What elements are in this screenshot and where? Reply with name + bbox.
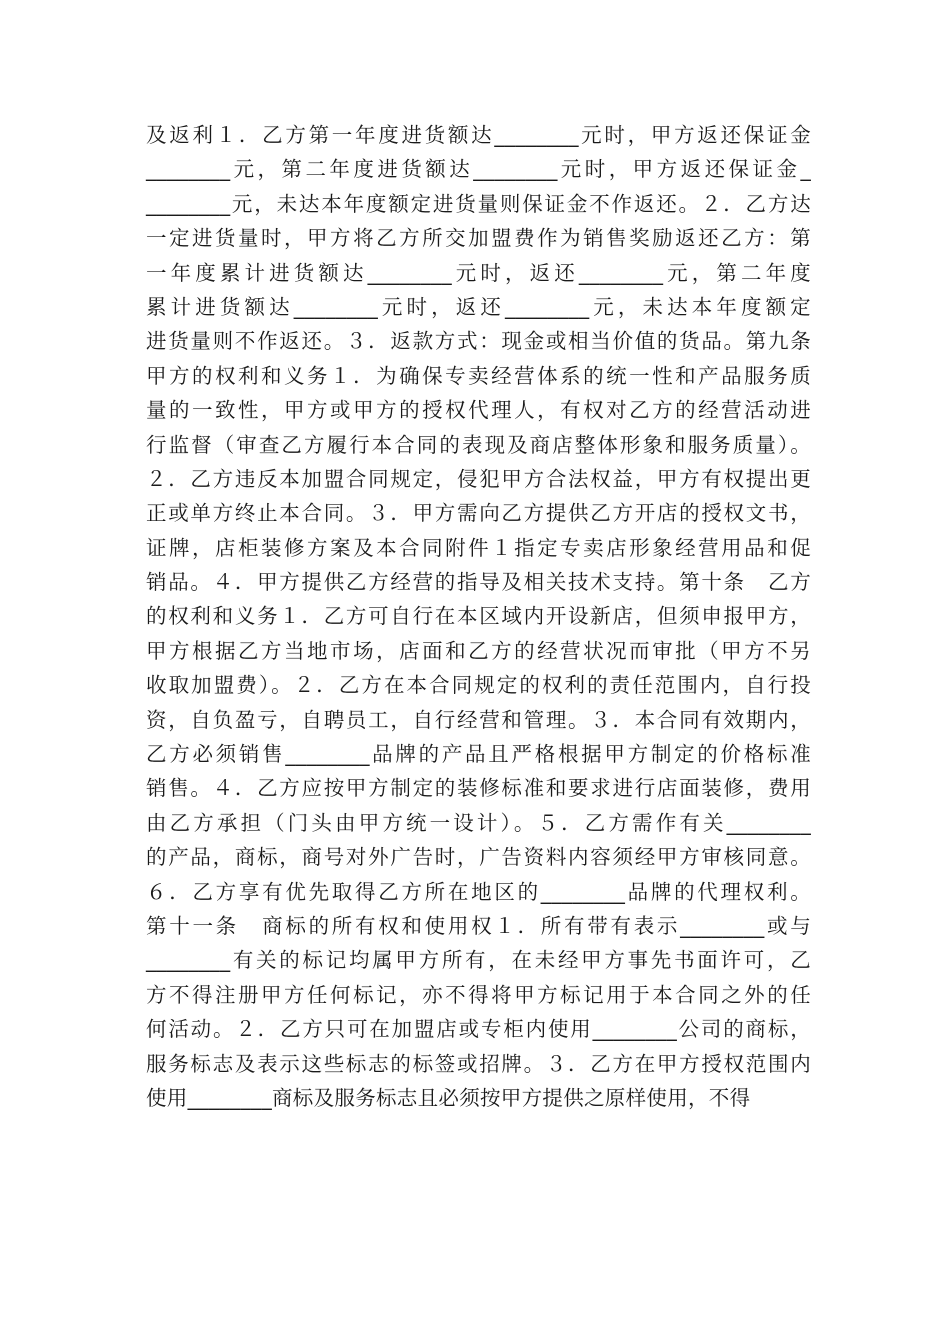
text-line: 收取加盟费）。２．乙方在本合同规定的权利的责任范围内，自行投	[146, 673, 811, 698]
contract-text-block	[146, 118, 811, 1115]
text-line: 由乙方承担（门头由甲方统一设计）。５．乙方需作有关________	[146, 810, 811, 835]
text-line: 销品。４．甲方提供乙方经营的指导及相关技术支持。第十条 乙方	[146, 570, 811, 595]
text-line: 资，自负盈亏，自聘员工，自行经营和管理。３．本合同有效期内，	[146, 707, 811, 732]
text-line: 的产品，商标，商号对外广告时，广告资料内容须经甲方审核同意。	[146, 845, 811, 870]
text-line: ________元，未达本年度额定进货量则保证金不作返还。２．乙方达	[146, 191, 811, 216]
text-line: 及返利１．乙方第一年度进货额达________元时，甲方返还保证金	[146, 123, 811, 147]
text-line: 甲方根据乙方当地市场，店面和乙方的经营状况而审批（甲方不另	[146, 638, 811, 663]
text-line: ６．乙方享有优先取得乙方所在地区的________品牌的代理权利。	[146, 879, 811, 904]
text-line: 一定进货量时，甲方将乙方所交加盟费作为销售奖励返还乙方：第	[146, 226, 811, 251]
text-line: 甲方的权利和义务１．为确保专卖经营体系的统一性和产品服务质	[146, 363, 811, 388]
text-line: 量的一致性，甲方或甲方的授权代理人，有权对乙方的经营活动进	[146, 398, 811, 423]
text-line: 进货量则不作返还。３．返款方式：现金或相当价值的货品。第九条	[146, 329, 811, 354]
text-line: 何活动。２．乙方只可在加盟店或专柜内使用________公司的商标，	[146, 1017, 811, 1042]
text-line: ________元，第二年度进货额达________元时，甲方返还保证金_	[146, 157, 811, 182]
text-line: 第十一条 商标的所有权和使用权１．所有带有表示________或与	[146, 913, 811, 938]
text-line: 服务标志及表示这些标志的标签或招牌。３．乙方在甲方授权范围内	[146, 1051, 811, 1076]
text-line: ________有关的标记均属甲方所有，在未经甲方事先书面许可，乙	[146, 948, 811, 973]
text-line: 行监督（审查乙方履行本合同的表现及商店整体形象和服务质量）。	[146, 432, 811, 457]
text-line: 累计进货额达________元时，返还________元，未达本年度额定	[146, 294, 811, 319]
text-line: ２．乙方违反本加盟合同规定，侵犯甲方合法权益，甲方有权提出更	[146, 466, 811, 491]
text-line: 乙方必须销售________品牌的产品且严格根据甲方制定的价格标准	[146, 742, 811, 767]
text-line: 的权利和义务１．乙方可自行在本区域内开设新店，但须申报甲方，	[146, 604, 811, 629]
text-line: 正或单方终止本合同。３．甲方需向乙方提供乙方开店的授权文书，	[146, 501, 811, 526]
text-line: 一年度累计进货额达________元时，返还________元，第二年度	[146, 260, 811, 285]
text-line: 使用________商标及服务标志且必须按甲方提供之原样使用，不得	[146, 1085, 751, 1110]
text-line: 方不得注册甲方任何标记，亦不得将甲方标记用于本合同之外的任	[146, 982, 811, 1007]
text-line: 证牌，店柜装修方案及本合同附件１指定专卖店形象经营用品和促	[146, 535, 811, 560]
text-line: 销售。４．乙方应按甲方制定的装修标准和要求进行店面装修，费用	[146, 776, 811, 801]
